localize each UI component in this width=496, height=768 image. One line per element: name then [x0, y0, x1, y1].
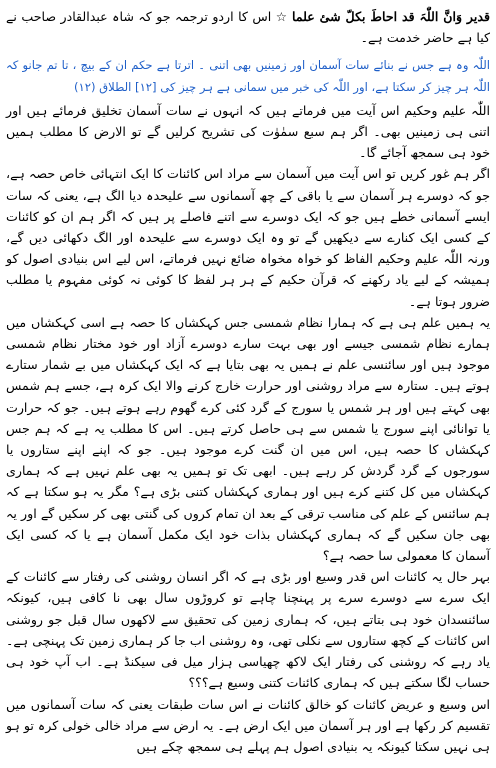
quran-verse-arabic: قدير وَانَّ اللّٰہَ قد احاطَ بکلّ شئ علما	[292, 9, 490, 24]
intro-text: اس کا اردو ترجمہ جو کہ شاہ عبدالقادر صاحب نے کیا ہے حاضر خدمت ہے۔	[6, 9, 490, 46]
body-paragraph-5: اس وسیع و عریض کائنات کو خالق کائنات نے اس سات طبقات یعنی کہ سات آسمانوں میں تقسیم کر رکھا ہے اور ہر آسمان میں ایک ارض ہے۔ یہ ارض سے مراد خالی خولی کرہ تو ہو ہی نہیں سکتا کیونکہ یہ بنیادی اصول ہم پہلے ہی سمجھ چکے ہیں	[6, 696, 490, 754]
star-icon: ☆	[275, 9, 288, 24]
body-paragraph-4: بہر حال یہ کائنات اس قدر وسیع اور بڑی ہے کہ اگر انسان روشنی کی رفتار سے کائنات کے ایک سرے سے دوسرے سرے پر پہنچنا چاہے تو کروڑوں سال بھی نا کافی ہیں، کیونکہ سائنسدان خود ہی بتاتے ہیں، کہ ہماری زمین کی تحقیق سے لاکھوں سال قبل جو روشنی اس کائنات کے کچھ ستاروں سے نکلی تھی، وہ روشنی اب جا کر ہماری زمین تک پہنچی ہے۔ یاد رہے کہ روشنی کی رفتار ایک لاکھ چھیاسی ہزار میل فی سیکنڈ ہے۔ اب آپ خود ہی حساب لگا سکتے ہیں کہ ہماری کائنات کتنی وسیع ہے؟؟؟	[6, 569, 490, 691]
body-paragraph-2: اگر ہم غور کریں تو اس آیت میں آسمان سے مراد اس کائنات کا ایک انتہائی خاص حصہ ہے، جو کہ دوسرے ہر آسمان سے یا باقی کے چھ آسمانوں سے علیحدہ دیا الگ ہے، یعنی کہ سات ایسے آسمانی خطے ہیں جو کہ ایک دوسرے سے اتنے فاصلے پر ہیں کہ اگر ہم ان کو کائنات کے کسی ایک کنارے سے دیکھیں گے تو وہ ایک دوسرے سے علیحدہ اور الگ دکھائی دیں گے، ورنہ اللّٰہ علیم وحکیم الفاظ کو خواہ مخواہ ضائع نہیں فرماتے، اس لیے اس بنیادی اصول کو ہمیشہ کے لیے یاد رکھنے کہ قرآن حکیم کے ہر ہر لفظ کا کوئی نہ کوئی مفہوم یا مطلب ضرور ہوتا ہے۔	[6, 166, 490, 309]
body-paragraph-1: اللّٰہ علیم وحکیم اس آیت میں فرماتے ہیں کہ انہوں نے سات آسمان تخلیق فرمائے ہیں اور اتنی ہی زمینیں بھی۔ اگر ہم سبع سمٰوٰت کی تشریح کرلیں گے تو الارض کا مطلب ہمیں خود ہی سمجھ آجائے گا۔	[6, 102, 490, 161]
verse-translation: اللّٰہ وہ ہے جس نے بنائے سات آسمان اور زمینیں بھی اتنی ۔ اترتا ہے حکم ان کے بیچ ، تا تم جانو کہ اللّٰہ ہر چیز کر سکتا ہے، اور اللّٰہ کی خبر میں سمانی ہے ہر چیز کی [۱۲] الطلاق (۱۲)	[6, 58, 490, 94]
intro-paragraph	[6, 6, 490, 48]
body-paragraph-3: یہ ہمیں علم ہی ہے کہ ہمارا نظام شمسی جس کہکشاں کا حصہ ہے اسی کہکشاں میں ہمارے نظام شمسی جیسے اور بھی بہت سارے دوسرے آزاد اور خود مختار نظام شمسی موجود ہیں اور سائنسی علم نے ہمیں یہ بھی بتایا ہے کہ ایک کہکشاں میں بے شمار ستارے ہوتے ہیں۔ ستارہ سے مراد روشنی اور حرارت خارج کرنے والا ایک کرہ ہے، جسے ہم شمس بھی کہتے ہیں اور ہر شمس یا سورج کے گرد کئی کرے گھوم رہے ہوتے ہیں۔ جو کہ حرارت یا توانائی اپنے سورج یا شمس سے ہی حاصل کرتے ہیں۔ اس کا مطلب یہ ہے کہ ہم جس کہکشاں کا حصہ ہیں، اس میں ان گنت کرے موجود ہیں۔ جو کہ اپنے اپنے ستاروں یا سورجوں کے گرد گردش کر رہے ہیں۔ ابھی تک تو ہمیں یہ بھی علم نہیں ہے کہ ہماری کہکشاں میں کل کتنے کرے ہیں اور ہماری کہکشاں کتنی بڑی ہے؟ مگر یہ ہو سکتا ہے کہ ہم سائنس کے علم کی مناسب ترقی کے بعد ان تمام کروں کی گنتی بھی کر سکیں گے اور یہ بھی جان سکیں گے کہ ہماری کہکشاں بذات خود ایک مکمل آسمان ہے یا کہ کسی ایک آسمان کا معمولی سا حصہ ہے؟	[6, 314, 490, 564]
